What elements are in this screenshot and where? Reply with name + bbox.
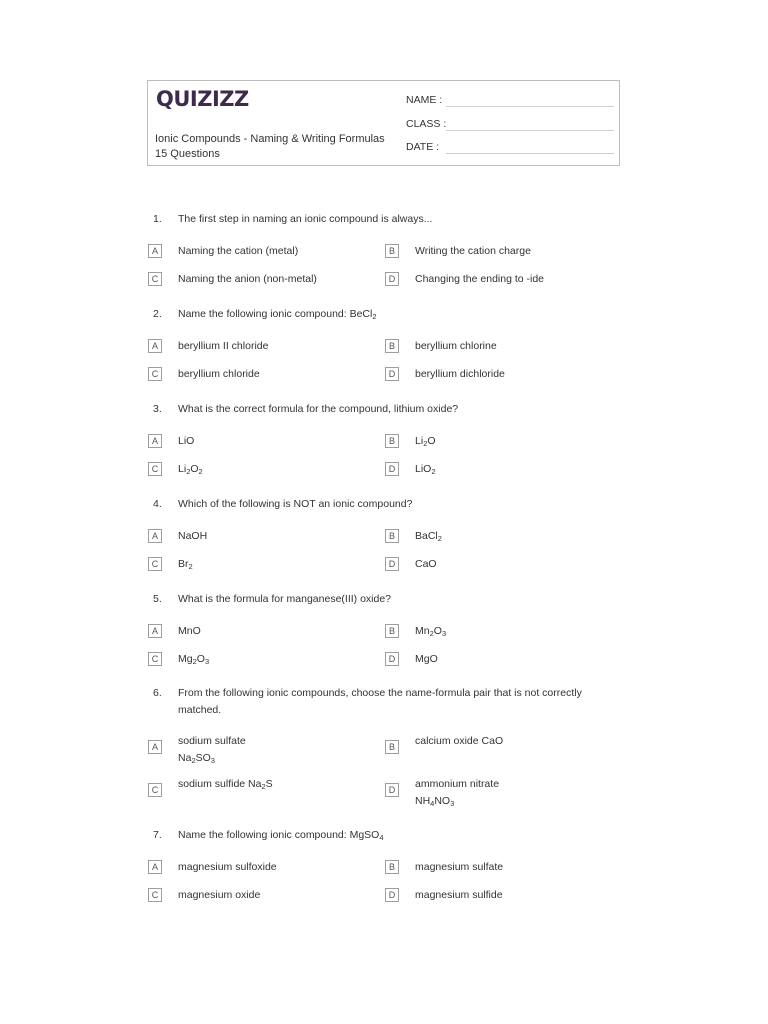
- option-c-text: sodium sulfide $Na_2S$: [178, 778, 273, 791]
- option-a-text: sodium sulfate $Na_2SO_3$: [178, 735, 246, 765]
- question-text: Which of the following is NOT an ionic compound?: [178, 498, 413, 510]
- option-a-text: LiO: [178, 435, 195, 447]
- option-c-text: $Br_2$: [178, 558, 193, 571]
- option-b-text: $Mn_2O_3$: [415, 625, 447, 638]
- class-label: CLASS :: [406, 118, 447, 130]
- question-number: 4.: [153, 498, 162, 510]
- option-a-text: Naming the cation (metal): [178, 245, 299, 257]
- worksheet-header: [147, 80, 620, 166]
- question-number: 1.: [153, 213, 162, 225]
- option-b-text: magnesium sulfate: [415, 861, 504, 873]
- option-b-checkbox[interactable]: B: [385, 529, 399, 543]
- question-number: 2.: [153, 308, 162, 320]
- option-d-text: Changing the ending to -ide: [415, 273, 545, 285]
- option-b-checkbox[interactable]: B: [385, 624, 399, 638]
- question-text: Name the following ionic compound: MgSO$_4$: [178, 829, 384, 842]
- option-b-checkbox[interactable]: B: [385, 740, 399, 754]
- option-c-checkbox[interactable]: C: [148, 783, 162, 797]
- option-d-text: LiO$_2$: [415, 463, 436, 476]
- question-text: Name the following ionic compound: BeCl$_2$: [178, 308, 377, 321]
- question-count: 15 Questions: [155, 148, 220, 160]
- option-a-checkbox[interactable]: A: [148, 624, 162, 638]
- option-a-checkbox[interactable]: A: [148, 339, 162, 353]
- option-a-checkbox[interactable]: A: [148, 740, 162, 754]
- name-line[interactable]: [446, 106, 614, 107]
- option-b-text: BaCl$_2$: [415, 530, 442, 543]
- option-c-checkbox[interactable]: C: [148, 557, 162, 571]
- option-b-text: calcium oxide CaO: [415, 735, 504, 747]
- option-a-text: beryllium II chloride: [178, 340, 269, 352]
- option-b-checkbox[interactable]: B: [385, 244, 399, 258]
- class-line[interactable]: [446, 130, 614, 131]
- question-text: What is the correct formula for the compound, lithium oxide?: [178, 403, 459, 415]
- option-b-text: $Li_2O$: [415, 435, 436, 448]
- option-b-text: Writing the cation charge: [415, 245, 531, 257]
- date-line[interactable]: [446, 153, 614, 154]
- question-number: 3.: [153, 403, 162, 415]
- option-a-text: MnO: [178, 625, 201, 637]
- option-a-checkbox[interactable]: A: [148, 244, 162, 258]
- option-d-checkbox[interactable]: D: [385, 367, 399, 381]
- question-number: 6.: [153, 687, 162, 699]
- option-d-text: magnesium sulfide: [415, 889, 503, 901]
- quizizz-logo: QUIZIZZ: [156, 87, 249, 111]
- option-a-checkbox[interactable]: A: [148, 529, 162, 543]
- option-d-text: ammonium nitrate $NH_4NO_3$: [415, 778, 500, 808]
- question-text: What is the formula for manganese(III) oxide?: [178, 593, 392, 605]
- option-c-text: Naming the anion (non-metal): [178, 273, 317, 285]
- option-a-checkbox[interactable]: A: [148, 434, 162, 448]
- option-d-checkbox[interactable]: D: [385, 557, 399, 571]
- option-a-text: magnesium sulfoxide: [178, 861, 277, 873]
- question-number: 5.: [153, 593, 162, 605]
- option-c-checkbox[interactable]: C: [148, 272, 162, 286]
- option-b-checkbox[interactable]: B: [385, 434, 399, 448]
- option-c-text: magnesium oxide: [178, 889, 261, 901]
- option-d-checkbox[interactable]: D: [385, 783, 399, 797]
- question-number: 7.: [153, 829, 162, 841]
- option-d-checkbox[interactable]: D: [385, 272, 399, 286]
- option-c-checkbox[interactable]: C: [148, 888, 162, 902]
- option-d-text: MgO: [415, 653, 438, 665]
- option-d-checkbox[interactable]: D: [385, 652, 399, 666]
- name-label: NAME :: [406, 94, 443, 106]
- worksheet-title: Ionic Compounds - Naming & Writing Formulas: [155, 133, 385, 145]
- option-d-text: CaO: [415, 558, 437, 570]
- question-text: From the following ionic compounds, choose the name-formula pair that is not correctly matched.: [178, 687, 582, 716]
- option-b-checkbox[interactable]: B: [385, 339, 399, 353]
- date-label: DATE :: [406, 141, 440, 153]
- option-c-checkbox[interactable]: C: [148, 367, 162, 381]
- option-d-checkbox[interactable]: D: [385, 888, 399, 902]
- option-a-checkbox[interactable]: A: [148, 860, 162, 874]
- option-a-text: NaOH: [178, 530, 208, 542]
- option-c-text: beryllium chloride: [178, 368, 260, 380]
- question-text: The first step in naming an ionic compound is always...: [178, 213, 433, 225]
- option-c-checkbox[interactable]: C: [148, 652, 162, 666]
- option-c-text: $Li_2O_2$: [178, 463, 203, 476]
- option-b-checkbox[interactable]: B: [385, 860, 399, 874]
- option-b-text: beryllium chlorine: [415, 340, 497, 352]
- option-d-text: beryllium dichloride: [415, 368, 505, 380]
- option-c-checkbox[interactable]: C: [148, 462, 162, 476]
- option-c-text: $Mg_2O_3$: [178, 653, 210, 666]
- option-d-checkbox[interactable]: D: [385, 462, 399, 476]
